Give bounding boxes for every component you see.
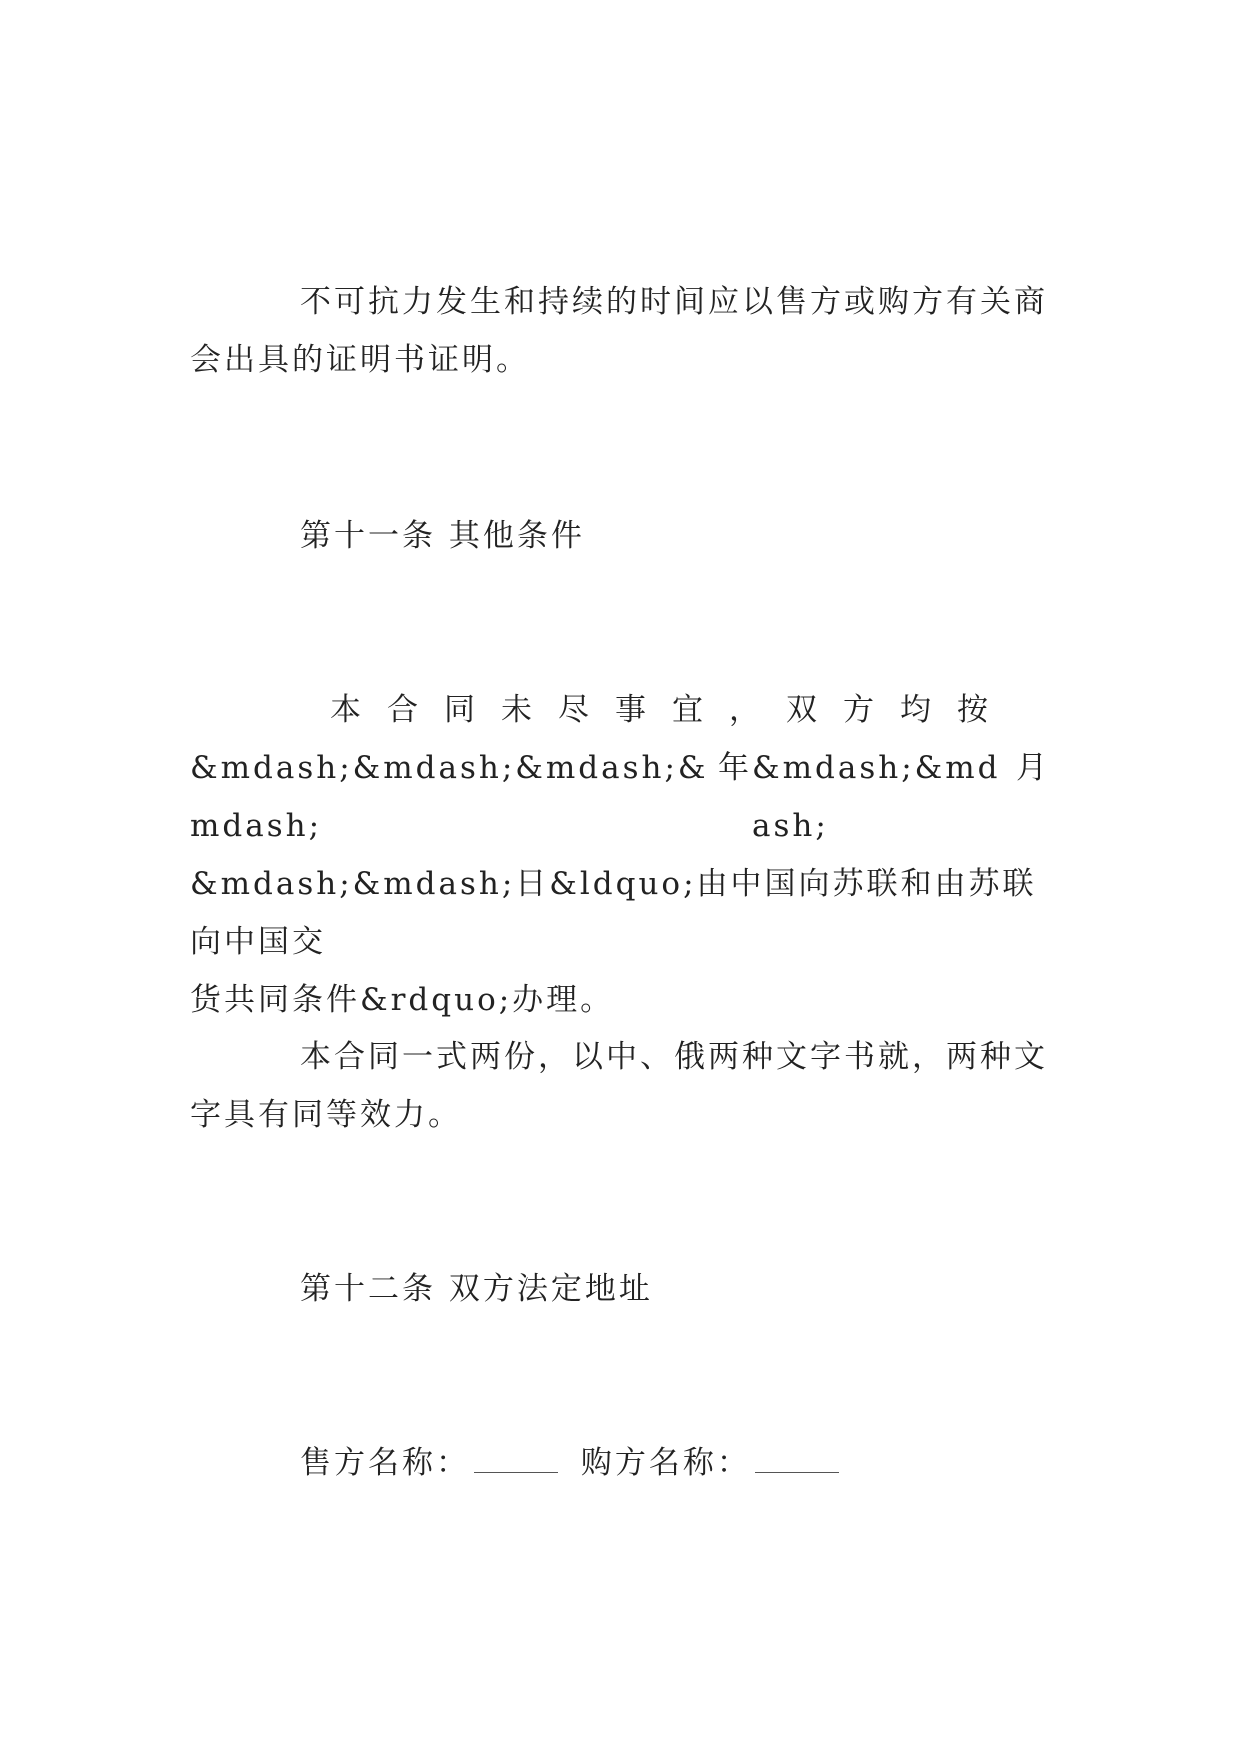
paragraph-text: 不可抗力发生和持续的时间应以售方或购方有关商会出具的证明书证明。	[190, 284, 1048, 378]
seller-name-label: 售方名称：	[300, 1445, 470, 1481]
seller-name-field[interactable]	[474, 1442, 558, 1473]
paragraph-copies	[190, 1028, 1050, 1144]
year-label: 年	[718, 750, 752, 786]
month-label: 月	[1016, 750, 1050, 786]
dash-year-blank: &mdash;&mdash;&mdash;&mdash;	[190, 750, 709, 844]
paragraph-line	[190, 739, 1050, 855]
party-names-line	[300, 1434, 849, 1492]
heading-article-11: 第十一条 其他条件	[300, 518, 585, 554]
paragraph-line: &mdash;&mdash;日&ldquo;由中国向苏联和由苏联向中国交	[190, 866, 1037, 960]
buyer-name-field[interactable]	[755, 1442, 839, 1473]
paragraph-general-conditions	[190, 681, 1050, 1029]
buyer-name-label: 购方名称：	[580, 1445, 751, 1481]
heading-article-12: 第十二条 双方法定地址	[300, 1271, 653, 1307]
paragraph-line: 本合同未尽事宜，双方均按	[330, 692, 1014, 728]
dash-month-blank: &mdash;&mdash;	[752, 750, 1001, 844]
paragraph-text: 本合同一式两份，以中、俄两种文字书就，两种文字具有同等效力。	[190, 1039, 1048, 1133]
paragraph-line: 货共同条件&rdquo;办理。	[190, 982, 615, 1018]
paragraph-force-majeure-proof	[190, 273, 1050, 389]
